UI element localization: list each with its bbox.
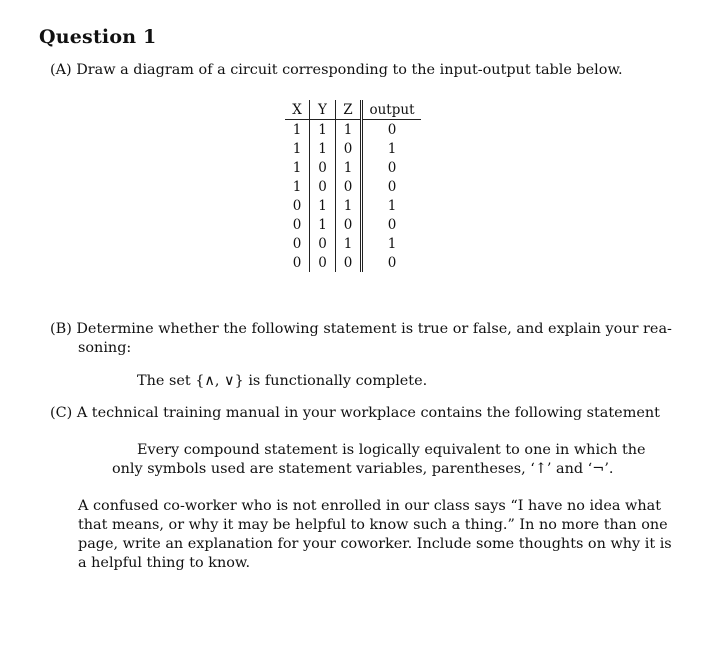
header-y: Y — [310, 100, 336, 120]
cell-z: 0 — [336, 215, 362, 234]
table-row — [285, 215, 421, 234]
cell-output: 1 — [387, 197, 397, 214]
cell-x: 0 — [285, 234, 310, 253]
cell-output: 1 — [387, 140, 397, 157]
table-row — [285, 139, 421, 158]
header-z: Z — [336, 100, 362, 120]
cell-y: 1 — [310, 215, 336, 234]
cell-y: 1 — [310, 139, 336, 158]
cell-x: 1 — [285, 158, 310, 177]
cell-z: 0 — [336, 139, 362, 158]
truth-table — [285, 100, 421, 272]
table-row — [285, 120, 421, 140]
cell-y: 0 — [310, 158, 336, 177]
table-row — [285, 253, 421, 272]
cell-x: 1 — [285, 177, 310, 196]
cell-output: 0 — [387, 216, 397, 233]
table-row — [285, 234, 421, 253]
part-c-body-line4: a helpful thing to know. — [78, 555, 251, 571]
cell-output: 0 — [387, 254, 397, 271]
part-b — [50, 320, 672, 339]
cell-y: 0 — [310, 177, 336, 196]
cell-y: 0 — [310, 234, 336, 253]
cell-z: 1 — [336, 120, 362, 140]
cell-y: 1 — [310, 196, 336, 215]
cell-x: 0 — [285, 196, 310, 215]
cell-output: 0 — [387, 178, 397, 195]
part-c — [50, 404, 660, 423]
part-a-label: (A) — [50, 62, 72, 78]
cell-x: 1 — [285, 139, 310, 158]
cell-x: 0 — [285, 253, 310, 272]
truth-table-header-row — [285, 100, 421, 120]
part-c-body-line2: that means, or why it may be helpful to know such a thing.” In no more than one — [78, 517, 668, 533]
cell-x: 0 — [285, 215, 310, 234]
part-c-text: A technical training manual in your workplace contains the following statement — [76, 405, 660, 421]
part-a-text: Draw a diagram of a circuit corresponding to the input-output table below. — [76, 62, 623, 78]
part-c-body-line3: page, write an explanation for your coworker. Include some thoughts on why it is — [78, 536, 672, 552]
table-row — [285, 177, 421, 196]
cell-y: 0 — [310, 253, 336, 272]
cell-z: 1 — [336, 234, 362, 253]
cell-z: 1 — [336, 158, 362, 177]
part-a — [50, 61, 623, 80]
part-c-quote-line2: only symbols used are statement variables, parentheses, ‘↑’ and ‘¬’. — [112, 461, 614, 477]
part-b-text-line1: Determine whether the following statement is true or false, and explain your rea- — [76, 321, 672, 337]
cell-z: 0 — [336, 253, 362, 272]
cell-z: 0 — [336, 177, 362, 196]
part-b-label: (B) — [50, 321, 72, 337]
cell-z: 1 — [336, 196, 362, 215]
part-c-body-line1: A confused co-worker who is not enrolled in our class says “I have no idea what — [78, 498, 661, 514]
part-b-statement: The set {∧, ∨} is functionally complete. — [137, 373, 428, 389]
header-output: output — [362, 100, 422, 120]
part-b-text-line2: soning: — [78, 340, 132, 356]
part-c-quote-line1: Every compound statement is logically equivalent to one in which the — [137, 442, 646, 458]
cell-output: 0 — [387, 159, 397, 176]
cell-output: 1 — [387, 235, 397, 252]
cell-y: 1 — [310, 120, 336, 140]
header-x: X — [285, 100, 310, 120]
table-row — [285, 158, 421, 177]
part-c-label: (C) — [50, 405, 73, 421]
table-row — [285, 196, 421, 215]
cell-output: 0 — [387, 121, 397, 138]
question-title: Question 1 — [39, 26, 157, 48]
cell-x: 1 — [285, 120, 310, 140]
